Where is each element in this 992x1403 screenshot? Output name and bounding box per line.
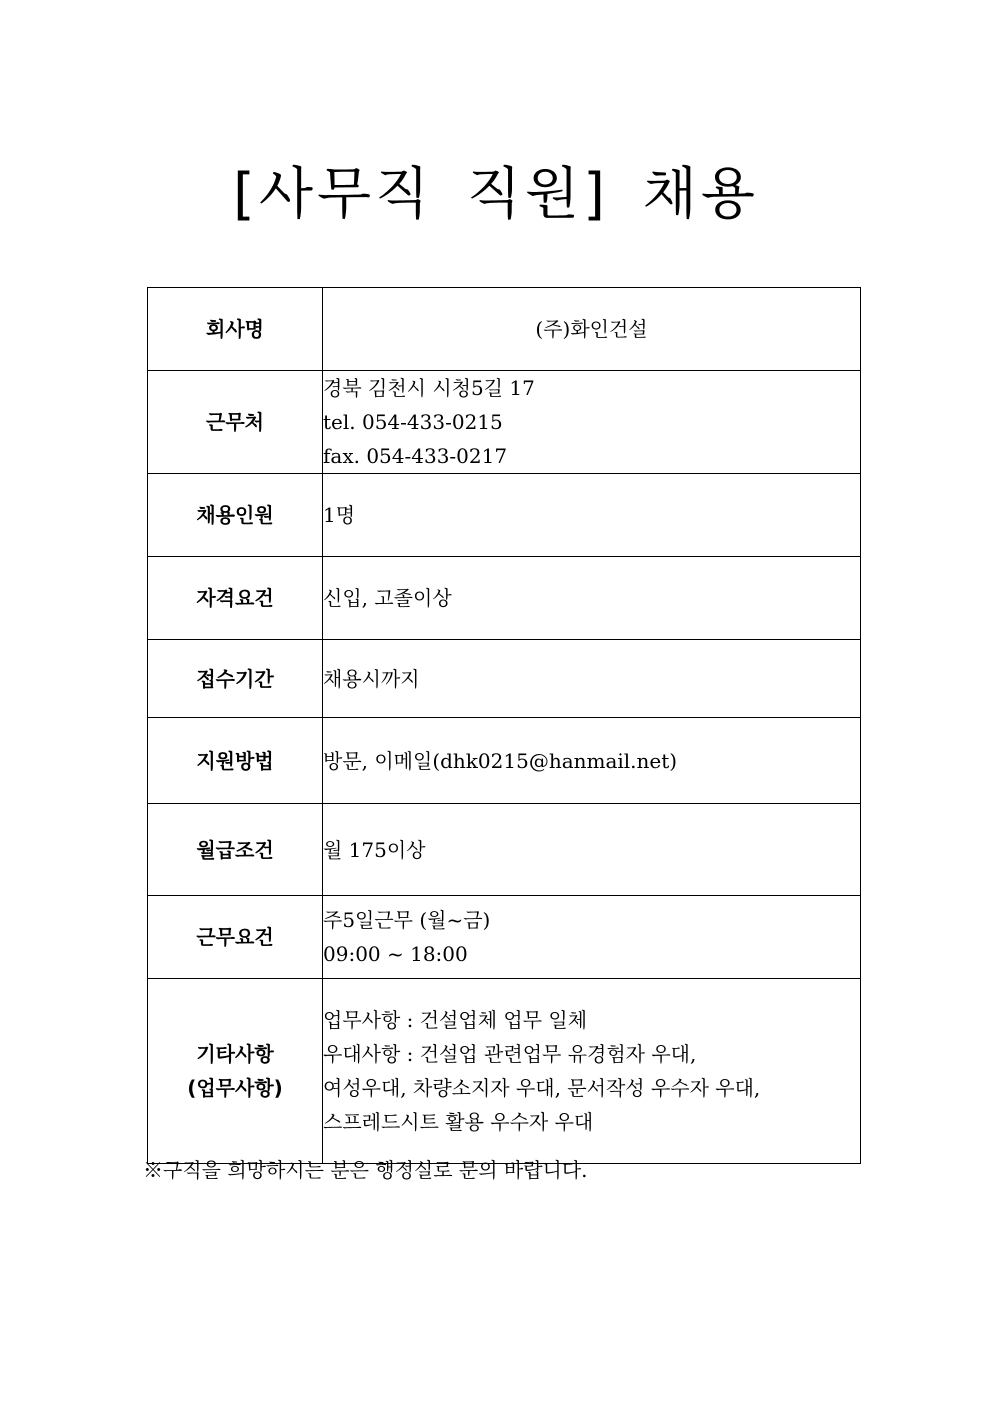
label-workplace: 근무처 [148, 371, 323, 474]
label-period: 접수기간 [148, 640, 323, 718]
footnote: ※구직을 희망하시는 분은 행정실로 문의 바랍니다. [143, 1158, 588, 1182]
other-line-3: 여성우대, 차량소지자 우대, 문서작성 우수자 우대, [323, 1076, 761, 1100]
workplace-tel: tel. 054-433-0215 [323, 410, 503, 434]
table-row-company [148, 288, 861, 371]
label-headcount: 채용인원 [148, 474, 323, 557]
hours-time: 09:00 ~ 18:00 [323, 942, 468, 966]
label-other-line-1: 기타사항 [196, 1042, 274, 1066]
table-row-method [148, 718, 861, 804]
workplace-fax: fax. 054-433-0217 [323, 444, 508, 468]
table-row-qualification [148, 557, 861, 640]
value-company: (주)화인건설 [323, 288, 861, 371]
table-row-workplace [148, 371, 861, 474]
table-row-period [148, 640, 861, 718]
page-title: [사무직 직원] 채용 [233, 162, 759, 227]
value-method: 방문, 이메일(dhk0215@hanmail.net) [323, 718, 861, 804]
hours-days: 주5일근무 (월~금) [323, 908, 491, 932]
value-period: 채용시까지 [323, 640, 861, 718]
value-hours [323, 896, 861, 979]
table-row-headcount [148, 474, 861, 557]
label-other-line-2: (업무사항) [187, 1076, 283, 1100]
table-row-salary [148, 804, 861, 896]
value-qualification: 신입, 고졸이상 [323, 557, 861, 640]
table-row-other [148, 979, 861, 1164]
job-posting-table [147, 287, 861, 1164]
label-salary: 월급조건 [148, 804, 323, 896]
other-line-1: 업무사항 : 건설업체 업무 일체 [323, 1008, 588, 1032]
value-salary: 월 175이상 [323, 804, 861, 896]
value-headcount: 1명 [323, 474, 861, 557]
label-method: 지원방법 [148, 718, 323, 804]
table-row-hours [148, 896, 861, 979]
other-line-4: 스프레드시트 활용 우수자 우대 [323, 1110, 594, 1134]
other-line-2: 우대사항 : 건설업 관련업무 유경험자 우대, [323, 1042, 697, 1066]
label-company: 회사명 [148, 288, 323, 371]
label-hours: 근무요건 [148, 896, 323, 979]
label-other [148, 979, 323, 1164]
workplace-address: 경북 김천시 시청5길 17 [323, 376, 535, 400]
value-other [323, 979, 861, 1164]
value-workplace [323, 371, 861, 474]
label-qualification: 자격요건 [148, 557, 323, 640]
